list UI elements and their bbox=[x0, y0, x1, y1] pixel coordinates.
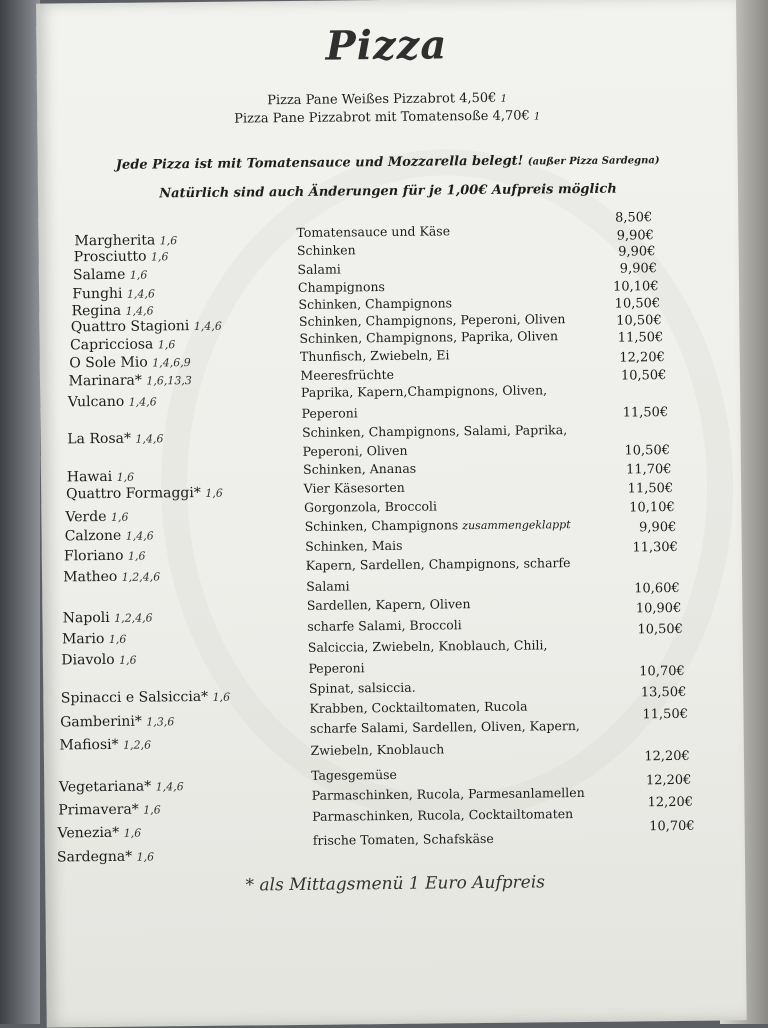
ingredient-line bbox=[300, 367, 394, 383]
pizza-name bbox=[69, 372, 192, 389]
pizza-name bbox=[66, 485, 223, 503]
ingredient-line bbox=[307, 596, 471, 613]
pizza-name-text: Marinara* bbox=[68, 372, 142, 390]
ingredient-line bbox=[313, 831, 494, 848]
ingredient-line bbox=[299, 311, 566, 329]
pizza-name-text: Quattro Stagioni bbox=[70, 318, 190, 336]
ingredient-text: Gorgonzola, Broccoli bbox=[304, 498, 438, 515]
allergen-codes: 1,4,6 bbox=[193, 319, 222, 334]
ingredient-extra: zusammengeklappt bbox=[462, 518, 571, 533]
ingredient-line bbox=[297, 261, 340, 276]
ingredient-line bbox=[297, 242, 356, 258]
pizza-name-text: Napoli bbox=[62, 609, 110, 627]
ingredient-line bbox=[300, 347, 450, 364]
ingredient-line bbox=[304, 480, 405, 496]
price: 10,10€ bbox=[612, 279, 659, 295]
ingredient-line bbox=[304, 498, 437, 514]
ingredient-text: Spinat, salsiccia. bbox=[308, 679, 416, 696]
ingredient-line bbox=[301, 405, 357, 421]
allergen-codes: 1,6 bbox=[110, 510, 129, 524]
price: 10,50€ bbox=[637, 621, 683, 638]
note-sauce-text: Jede Pizza ist mit Tomatensauce und Mozzarella belegt! bbox=[115, 153, 524, 173]
ingredient-text: Salami bbox=[297, 261, 341, 277]
ingredient-line bbox=[302, 422, 567, 440]
ingredient-line bbox=[305, 538, 402, 554]
price: 10,50€ bbox=[616, 313, 662, 329]
pizza-name bbox=[57, 848, 154, 865]
price: 10,70€ bbox=[649, 818, 695, 835]
ingredient-line bbox=[308, 637, 548, 655]
price: 11,50€ bbox=[642, 706, 689, 723]
pizza-name-text: O Sole Mio bbox=[69, 354, 148, 372]
pizza-name bbox=[67, 469, 134, 486]
ingredient-text: Tomatensauce und Käse bbox=[296, 223, 451, 240]
ingredient-text: Tagesgemüse bbox=[311, 766, 397, 783]
page-title: Pizza bbox=[325, 21, 448, 70]
ingredient-text: Kapern, Sardellen, Champignons, scharfe bbox=[305, 555, 571, 573]
ingredient-line bbox=[310, 718, 580, 736]
ingredient-line bbox=[312, 785, 585, 803]
pizza-name bbox=[61, 689, 230, 707]
bread-text: Pizza Pane Weißes Pizzabrot 4,50€ bbox=[267, 90, 497, 109]
ingredient-text: Schinken, Mais bbox=[305, 537, 403, 554]
pizza-name bbox=[74, 248, 169, 265]
ingredient-text: Peperoni, Oliven bbox=[302, 442, 408, 459]
pizza-name-text: Capricciosa bbox=[69, 336, 154, 354]
ingredient-text: scharfe Salami, Sardellen, Oliven, Kapern, bbox=[309, 718, 580, 736]
pizza-name bbox=[62, 631, 126, 648]
ingredient-text: Salciccia, Zwiebeln, Knoblauch, Chili, bbox=[307, 637, 548, 655]
price: 10,10€ bbox=[629, 500, 675, 516]
menu-page bbox=[36, 0, 747, 1028]
price: 13,50€ bbox=[640, 684, 687, 701]
bread-code: 1 bbox=[533, 111, 541, 123]
ingredient-text: frische Tomaten, Schafskäse bbox=[312, 830, 494, 848]
allergen-codes: 1,6 bbox=[205, 486, 223, 500]
ingredient-text: Peperoni bbox=[308, 660, 365, 676]
ingredient-text: Peperoni bbox=[301, 405, 358, 421]
allergen-codes: 1,6 bbox=[119, 653, 137, 667]
price: 9,90€ bbox=[616, 228, 654, 244]
ingredient-text: Meeresfrüchte bbox=[300, 366, 395, 383]
pizza-name bbox=[64, 548, 146, 565]
ingredient-line bbox=[298, 295, 452, 312]
bread-line-2 bbox=[37, 106, 737, 128]
allergen-codes: 1,4,6 bbox=[128, 395, 157, 409]
pizza-name-text: Calzone bbox=[64, 527, 122, 545]
price: 9,90€ bbox=[619, 261, 658, 277]
allergen-codes: 1,6 bbox=[159, 234, 178, 248]
allergen-codes: 1,6 bbox=[143, 803, 161, 817]
pizza-name-text: Prosciutto bbox=[73, 248, 147, 266]
ingredient-line bbox=[308, 660, 364, 676]
pizza-name-text: Vegetariana* bbox=[58, 778, 152, 796]
price: 9,90€ bbox=[618, 244, 656, 260]
pizza-name-text: Gamberini* bbox=[60, 713, 142, 731]
ingredient-line bbox=[312, 806, 573, 824]
price: 9,90€ bbox=[639, 519, 677, 536]
pizza-name bbox=[63, 568, 160, 585]
pizza-name-text: Salame bbox=[72, 266, 126, 284]
allergen-codes: 1,6,13,3 bbox=[146, 374, 192, 388]
price: 12,20€ bbox=[619, 350, 665, 366]
pizza-name bbox=[67, 430, 163, 447]
allergen-codes: 1,4,6 bbox=[125, 304, 154, 318]
pizza-name bbox=[58, 825, 142, 842]
price: 10,90€ bbox=[635, 600, 682, 617]
price: 11,30€ bbox=[632, 539, 678, 556]
price: 12,20€ bbox=[644, 748, 690, 765]
pizza-name-text: Primavera* bbox=[58, 801, 139, 819]
allergen-codes: 1,6 bbox=[136, 850, 155, 864]
ingredient-text: Schinken, Champignons, Paprika, Oliven bbox=[299, 328, 559, 346]
pizza-name bbox=[58, 801, 161, 818]
ingredient-text: Schinken bbox=[296, 242, 356, 258]
pizza-name bbox=[63, 609, 153, 626]
bread-text: Pizza Pane Pizzabrot mit Tomatensoße 4,70€ bbox=[234, 108, 530, 127]
ingredient-line bbox=[305, 516, 571, 534]
price: 11,50€ bbox=[617, 330, 664, 346]
ingredient-text: Sardellen, Kapern, Oliven bbox=[306, 596, 471, 613]
ingredient-text: Zwiebeln, Knoblauch bbox=[310, 741, 445, 758]
ingredient-text: Parmaschinken, Rucola, Cocktailtomaten bbox=[312, 806, 574, 824]
pizza-name bbox=[61, 652, 136, 669]
pizza-name-text: Venezia* bbox=[57, 824, 120, 842]
allergen-codes: 1,6 bbox=[127, 549, 146, 563]
pizza-name-text: Verde bbox=[65, 508, 107, 526]
binder-left-edge bbox=[0, 0, 40, 1024]
allergen-codes: 1,2,4,6 bbox=[114, 611, 153, 625]
pizza-name-text: Hawai bbox=[66, 468, 113, 486]
pizza-name bbox=[65, 509, 128, 526]
pizza-name-text: Floriano bbox=[63, 547, 124, 565]
ingredient-line bbox=[306, 555, 571, 573]
pizza-name bbox=[71, 302, 153, 319]
ingredient-text: Paprika, Kapern,Champignons, Oliven, bbox=[300, 382, 548, 400]
pizza-name-text: Margherita bbox=[74, 232, 156, 250]
price: 11,50€ bbox=[627, 481, 674, 497]
pizza-name bbox=[59, 778, 184, 795]
pizza-name-text: La Rosa* bbox=[67, 430, 132, 448]
ingredient-text: Schinken, Champignons bbox=[304, 517, 459, 534]
price: 12,20€ bbox=[645, 772, 692, 789]
footer-note: * als Mittagsmenü 1 Euro Aufpreis bbox=[245, 872, 546, 896]
price: 10,50€ bbox=[614, 296, 661, 312]
pizza-name bbox=[73, 267, 147, 284]
pizza-name-text: Sardegna* bbox=[56, 848, 133, 866]
allergen-codes: 1,2,6 bbox=[122, 738, 152, 752]
pizza-name bbox=[70, 336, 175, 353]
price: 10,50€ bbox=[624, 443, 671, 459]
ingredient-text: Thunfisch, Zwiebeln, Ei bbox=[299, 347, 450, 364]
allergen-codes: 1,6 bbox=[123, 826, 142, 840]
pizza-name-text: Spinacci e Salsiccia* bbox=[60, 688, 209, 707]
ingredient-text: Parmaschinken, Rucola, Parmesanlamellen bbox=[311, 784, 585, 803]
pizza-name-text: Vulcano bbox=[67, 393, 125, 411]
ingredient-text: Salami bbox=[306, 578, 350, 594]
ingredient-text: scharfe Salami, Broccoli bbox=[307, 617, 462, 634]
ingredient-line bbox=[307, 617, 462, 634]
pizza-name bbox=[60, 713, 174, 730]
bread-code: 1 bbox=[500, 93, 507, 105]
allergen-codes: 1,6 bbox=[129, 268, 148, 282]
ingredient-line bbox=[309, 699, 527, 716]
pizza-name-text: Matheo bbox=[63, 568, 118, 586]
price: 8,50€ bbox=[614, 210, 653, 226]
allergen-codes: 1,6 bbox=[116, 470, 135, 484]
allergen-codes: 1,4,6 bbox=[125, 529, 154, 543]
pizza-name bbox=[71, 318, 222, 336]
ingredient-text: Krabben, Cocktailtomaten, Rucola bbox=[309, 698, 528, 716]
note-changes: Natürlich sind auch Änderungen für je 1,00€ Aufpreis möglich bbox=[159, 181, 617, 202]
price: 11,50€ bbox=[622, 405, 669, 421]
ingredient-text: Schinken, Champignons, Peperoni, Oliven bbox=[298, 311, 566, 329]
pizza-name bbox=[65, 527, 154, 544]
pizza-name-text: Regina bbox=[71, 302, 122, 320]
allergen-codes: 1,4,6 bbox=[135, 432, 164, 446]
pizza-name-text: Funghi bbox=[72, 285, 123, 303]
price: 12,20€ bbox=[647, 794, 694, 811]
ingredient-line bbox=[303, 443, 408, 459]
ingredient-line bbox=[298, 279, 385, 295]
pizza-name-text: Quattro Formaggi* bbox=[65, 484, 201, 503]
price: 10,70€ bbox=[639, 663, 685, 680]
ingredient-line bbox=[303, 461, 416, 477]
ingredient-line bbox=[309, 680, 416, 696]
price: 10,50€ bbox=[620, 368, 667, 384]
allergen-codes: 1,6 bbox=[157, 338, 176, 352]
ingredient-line bbox=[299, 328, 558, 346]
ingredient-text: Schinken, Champignons bbox=[298, 295, 453, 312]
ingredient-line bbox=[311, 767, 397, 783]
ingredient-text: Vier Käsesorten bbox=[303, 479, 405, 496]
allergen-codes: 1,4,6 bbox=[126, 287, 156, 301]
ingredient-line bbox=[306, 578, 349, 593]
price: 10,60€ bbox=[634, 580, 680, 597]
pizza-name-text: Diavolo bbox=[61, 651, 115, 669]
allergen-codes: 1,4,6,9 bbox=[152, 356, 191, 370]
allergen-codes: 1,4,6 bbox=[155, 780, 184, 794]
note-sauce-exception: (außer Pizza Sardegna) bbox=[527, 155, 660, 168]
pizza-name bbox=[59, 737, 151, 754]
price: 11,70€ bbox=[625, 462, 672, 478]
ingredient-text: Schinken, Ananas bbox=[303, 460, 417, 477]
allergen-codes: 1,6 bbox=[212, 690, 231, 704]
allergen-codes: 1,6 bbox=[108, 632, 127, 646]
pizza-name-text: Mario bbox=[61, 630, 105, 648]
allergen-codes: 1,2,4,6 bbox=[121, 570, 161, 584]
allergen-codes: 1,6 bbox=[150, 250, 169, 264]
ingredient-text: Champignons bbox=[297, 279, 386, 295]
pizza-name bbox=[69, 354, 191, 371]
pizza-name bbox=[74, 232, 177, 249]
ingredient-text: Schinken, Champignons, Salami, Paprika, bbox=[301, 422, 568, 440]
allergen-codes: 1,3,6 bbox=[146, 715, 175, 729]
pizza-name-text: Mafiosi* bbox=[59, 736, 119, 754]
ingredient-line bbox=[301, 382, 547, 400]
ingredient-line bbox=[310, 741, 444, 757]
ingredient-line bbox=[296, 223, 450, 240]
pizza-name bbox=[72, 285, 155, 302]
pizza-name bbox=[68, 393, 157, 410]
